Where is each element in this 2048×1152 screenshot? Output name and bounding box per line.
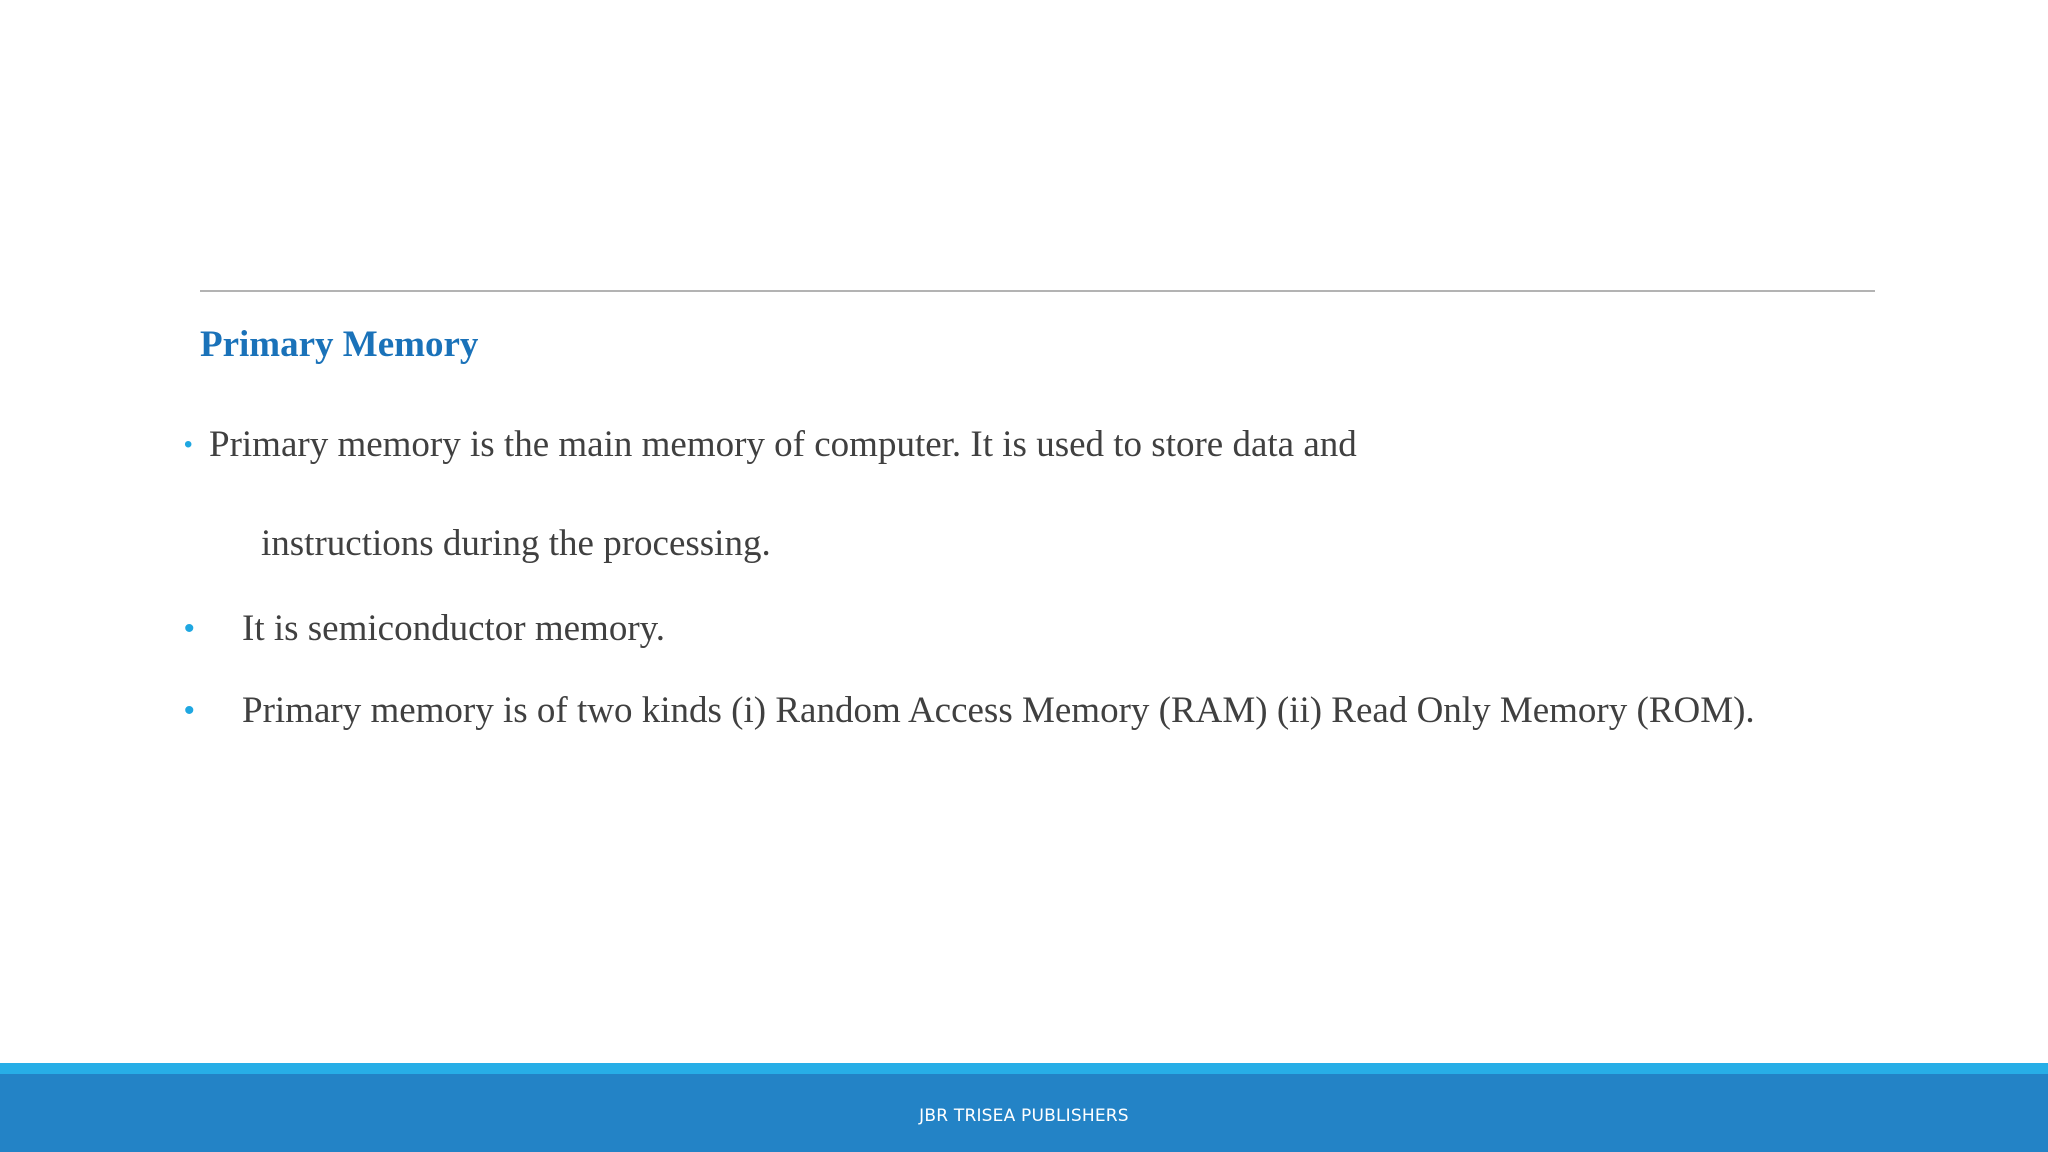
title-divider: [200, 290, 1875, 292]
bullet-dot-icon: •: [184, 694, 195, 727]
bullet-text-line: It is semiconductor memory.: [242, 608, 666, 649]
bullet-text-line: Primary memory is of two kinds (i) Random Access Memory (RAM) (ii) Read Only Memory (ROM).: [242, 690, 1755, 731]
bullet-text-line: Primary memory is the main memory of computer. It is used to store data and: [209, 424, 1357, 465]
bullet-dot-icon: •: [184, 431, 193, 458]
bullet-dot-icon: •: [184, 612, 195, 645]
footer-publisher-label: JBR TRISEA PUBLISHERS: [919, 1106, 1129, 1126]
footer-accent-stripe: [0, 1063, 2048, 1074]
slide-title: Primary Memory: [200, 324, 479, 365]
bullet-text-line: instructions during the processing.: [261, 523, 771, 564]
